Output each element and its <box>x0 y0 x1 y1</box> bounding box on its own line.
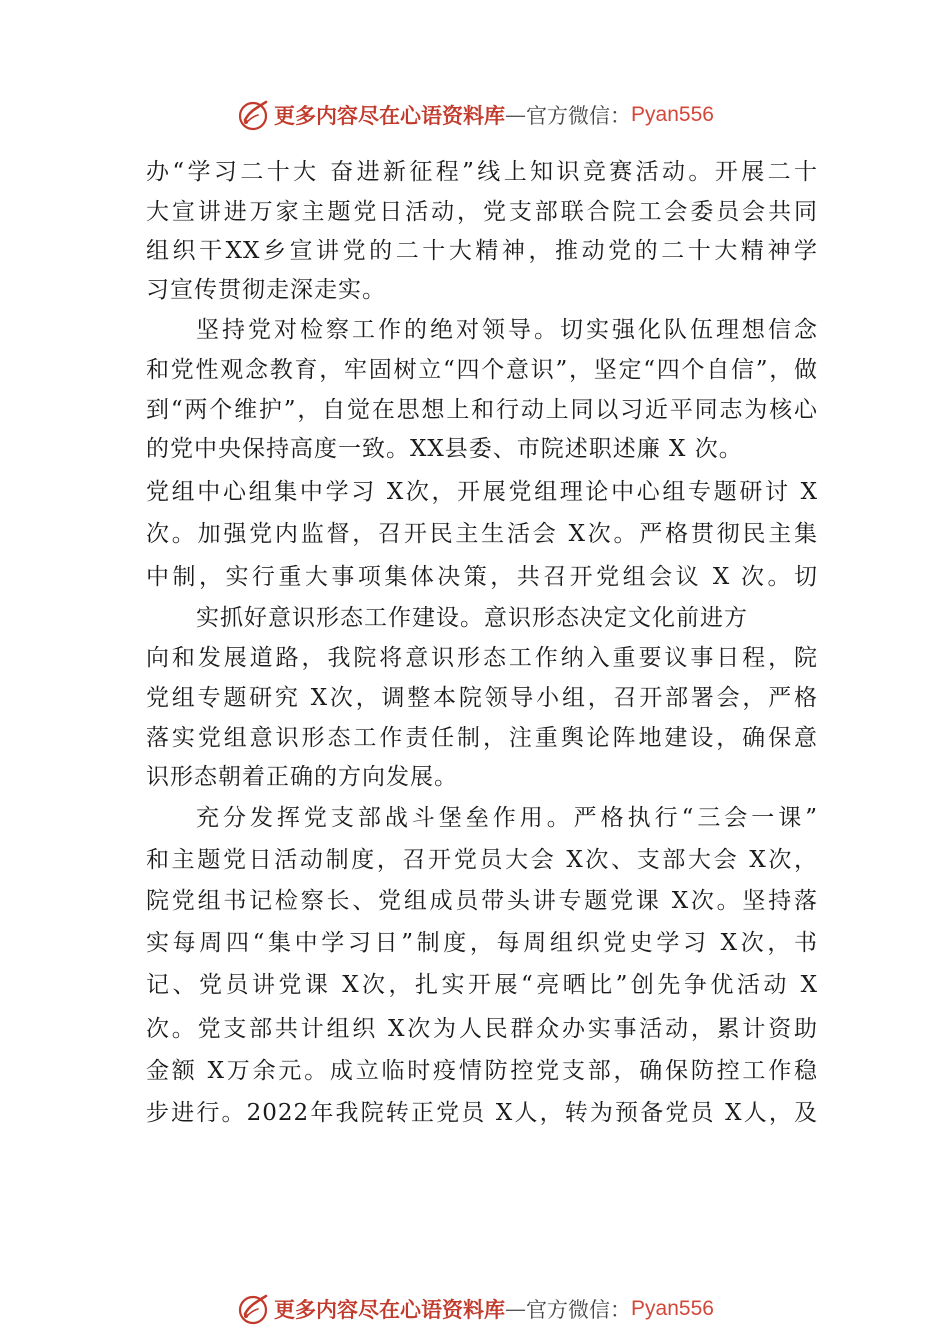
line-text: 向和发展道路，我院将意识形态工作纳入重要议事日程，院 <box>146 645 818 671</box>
line-text: 步进行。2022年我院转正党员 X人，转为预备党员 X人，及 <box>146 1100 818 1126</box>
line-text: 次。党支部共计组织 X次为人民群众办实事活动，累计资助 <box>146 1016 818 1042</box>
line-text: 实每周四“集中学习日”制度，每周组织党史学习 X次，书 <box>146 930 818 956</box>
paragraph-line <box>146 598 818 638</box>
paragraph-line <box>146 1051 818 1091</box>
line-text: 到“两个维护”，自觉在思想上和行动上同以习近平同志为核心 <box>146 397 818 423</box>
watermark-dash: — <box>505 1297 527 1321</box>
line-text: 中制，实行重大事项集体决策，共召开党组会议 X 次。切 <box>146 564 818 590</box>
line-text: 和主题党日活动制度，召开党员大会 X次、支部大会 X次， <box>146 847 818 873</box>
line-text: 金额 X万余元。成立临时疫情防控党支部，确保防控工作稳 <box>146 1058 818 1084</box>
paragraph-line <box>146 270 818 310</box>
paragraph-line <box>146 514 818 554</box>
paragraph-line <box>146 718 818 758</box>
watermark-brand-text: 更多内容尽在心语资料库 <box>274 103 506 128</box>
footer-watermark <box>0 1289 950 1329</box>
brush-logo-icon <box>236 98 270 132</box>
line-text: 记、党员讲党课 X次，扎实开展“亮晒比”创先争优活动 X <box>146 972 818 998</box>
line-text: 识形态朝着正确的方向发展。 <box>146 764 458 790</box>
line-text: 落实党组意识形态工作责任制，注重舆论阵地建设，确保意 <box>146 725 818 751</box>
paragraph-line <box>146 472 818 512</box>
paragraph-line <box>146 231 818 271</box>
line-text: 次。加强党内监督，召开民主生活会 X次。严格贯彻民主集 <box>146 521 818 547</box>
paragraph-line <box>146 192 818 232</box>
watermark-label: 官方微信： <box>526 1298 632 1322</box>
paragraph-line <box>146 881 818 921</box>
watermark-dash: — <box>505 103 527 127</box>
line-text: 习宣传贯彻走深走实。 <box>146 277 386 303</box>
paragraph-line <box>146 390 818 430</box>
paragraph-line <box>146 798 818 838</box>
paragraph-line <box>146 678 818 718</box>
watermark-label: 官方微信： <box>526 104 632 128</box>
line-text: 坚持党对检察工作的绝对领导。切实强化队伍理想信念 <box>196 317 818 343</box>
paragraph-line <box>146 1009 818 1049</box>
paragraph-line <box>146 923 818 963</box>
watermark-wechat-id: Pyan556 <box>631 103 714 126</box>
line-text: 办“学习二十大 奋进新征程”线上知识竞赛活动。开展二十 <box>146 159 818 185</box>
paragraph-line <box>146 557 818 597</box>
watermark-brand-text: 更多内容尽在心语资料库 <box>274 1297 506 1322</box>
paragraph-line <box>146 310 818 350</box>
line-text: 院党组书记检察长、党组成员带头讲专题党课 X次。坚持落 <box>146 888 818 914</box>
paragraph-line <box>146 840 818 880</box>
line-text: 党组中心组集中学习 X次，开展党组理论中心组专题研讨 X <box>146 479 818 505</box>
paragraph-line <box>146 350 818 390</box>
brush-logo-icon <box>236 1292 270 1326</box>
line-text: 和党性观念教育，牢固树立“四个意识”，坚定“四个自信”，做 <box>146 357 818 383</box>
header-watermark <box>0 95 950 135</box>
line-text: 组织干XX乡宣讲党的二十大精神，推动党的二十大精神学 <box>146 238 818 264</box>
watermark-wechat-id: Pyan556 <box>631 1297 714 1320</box>
line-text: 党组专题研究 X次，调整本院领导小组，召开部署会，严格 <box>146 685 818 711</box>
line-text: 充分发挥党支部战斗堡垒作用。严格执行“三会一课” <box>196 805 818 831</box>
paragraph-line <box>146 965 818 1005</box>
line-text: 的党中央保持高度一致。XX县委、市院述职述廉 X 次。 <box>146 436 743 462</box>
paragraph-line <box>146 757 818 797</box>
line-text: 实抓好意识形态工作建设。意识形态决定文化前进方 <box>196 605 748 631</box>
paragraph-line <box>146 429 818 469</box>
paragraph-line <box>146 1093 818 1133</box>
line-text: 大宣讲进万家主题党日活动，党支部联合院工会委员会共同 <box>146 199 818 225</box>
paragraph-line <box>146 152 818 192</box>
paragraph-line <box>146 638 818 678</box>
